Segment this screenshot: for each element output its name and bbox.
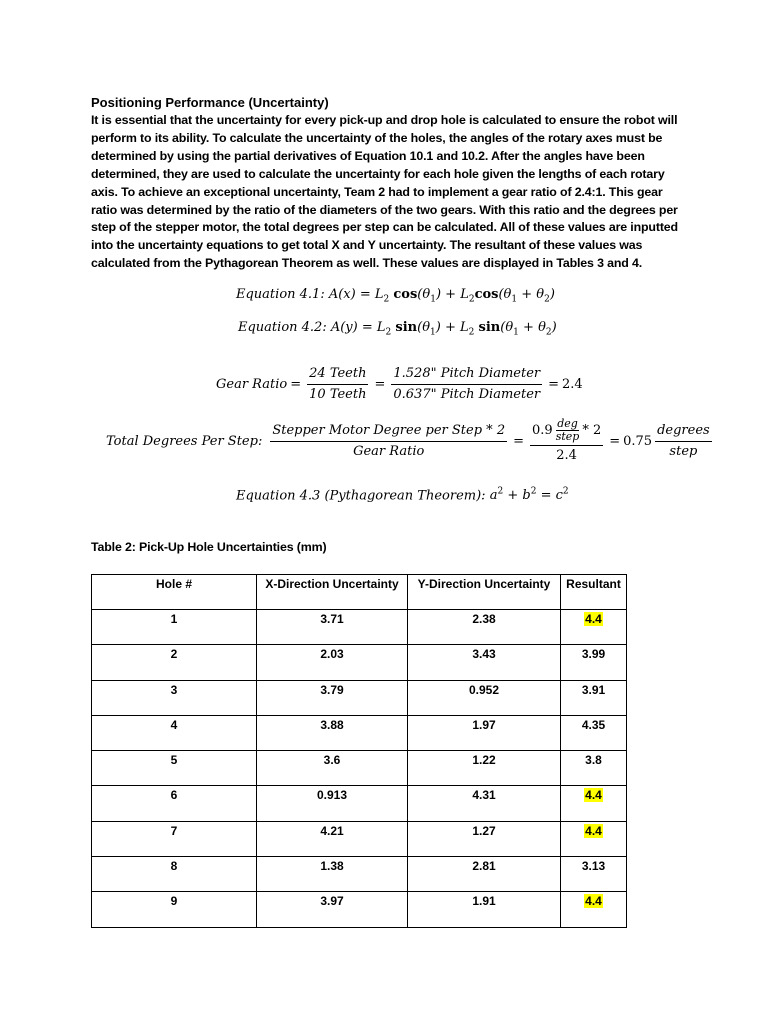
cell-y-uncertainty: 1.27: [408, 821, 561, 856]
deg-label: deg: [557, 417, 578, 430]
cell-hole: 6: [92, 786, 257, 821]
deg-per-step-fraction: [555, 418, 581, 443]
paragraph-line: axis. To achieve an exceptional uncertainty, Team 2 had to implement a gear ratio of 2.4:1. This gear: [91, 184, 663, 199]
resultant-highlight: 4.4: [585, 612, 602, 626]
cell-hole: 7: [92, 821, 257, 856]
gear-teeth-numerator: 24 Teeth: [307, 366, 368, 385]
table-header-row: [92, 575, 627, 610]
resultant-highlight: 4.4: [585, 823, 602, 838]
cell-x-uncertainty: 1.38: [257, 857, 408, 892]
table-row: [92, 645, 627, 680]
cell-y-uncertainty: 4.31: [408, 786, 561, 821]
equation-4-3-label: Equation 4.3: [236, 488, 321, 504]
cell-x-uncertainty: 4.21: [257, 821, 408, 856]
gear-teeth-denominator: 10 Teeth: [309, 387, 367, 402]
cell-hole: 4: [92, 715, 257, 750]
equation-4-2: Equation 4.2: $A(y) = L_2$ $\sin(\theta_1) + L_2$ $\sin(\theta_1 + \theta_2)$: [238, 320, 557, 338]
cell-x-uncertainty: 3.88: [257, 715, 408, 750]
cell-resultant: [561, 610, 627, 645]
uncertainty-table: [91, 574, 627, 928]
cell-y-uncertainty: 1.22: [408, 751, 561, 786]
cell-hole: 1: [92, 610, 257, 645]
gear-teeth-fraction: [307, 366, 368, 403]
pitch-diameter-denominator: 0.637" Pitch Diameter: [393, 387, 541, 402]
cell-resultant: 4.35: [561, 715, 627, 750]
table-row: [92, 786, 627, 821]
paragraph-line: It is essential that the uncertainty for every pick-up and drop hole is calculated to ensure the robot will: [91, 113, 678, 127]
paragraph-line: perform to its ability. To calculate the uncertainty of the holes, the angles of the rotary axes must be: [91, 130, 663, 145]
cell-resultant: 3.91: [561, 680, 627, 715]
paragraph-line: ratio was determined by the ratio of the diameters of the two gears. With this ratio and the degrees per: [91, 202, 678, 217]
cell-x-uncertainty: 3.6: [257, 751, 408, 786]
cell-hole: 3: [92, 680, 257, 715]
table-row: [92, 715, 627, 750]
table-caption: Table 2: Pick-Up Hole Uncertainties (mm): [91, 540, 327, 554]
tdps-unit-bottom: step: [669, 443, 698, 459]
pitch-diameter-fraction: [391, 366, 542, 403]
header-resultant: Resultant: [561, 575, 627, 610]
step-label: step: [555, 430, 580, 443]
equation-4-1-label: Equation 4.1:: [236, 287, 325, 302]
paragraph-line: determined, they are used to calculate the uncertainty for each hole given the lengths of each rotary: [91, 166, 665, 181]
tdps-numeric-denominator: 2.4: [556, 448, 577, 463]
tdps-symbolic-numerator: Stepper Motor Degree per Step * 2: [270, 423, 507, 442]
cell-resultant: 3.99: [561, 645, 627, 680]
cell-x-uncertainty: 3.71: [257, 610, 408, 645]
table-body: [92, 610, 627, 928]
cell-y-uncertainty: 1.97: [408, 715, 561, 750]
equation-4-3: Equation 4.3 (Pythagorean Theorem): $a^2 + b^2 = c^2$: [236, 487, 569, 504]
header-hole: Hole #: [92, 575, 257, 610]
cell-resultant: [561, 892, 627, 927]
cell-resultant: 3.8: [561, 751, 627, 786]
paragraph-line: determined by using the partial derivatives of Equation 10.1 and 10.2. After the angles have been: [91, 148, 645, 163]
table-row: [92, 821, 627, 856]
header-y-uncertainty: Y-Direction Uncertainty: [408, 575, 561, 610]
tdps-label: Total Degrees Per Step:: [106, 433, 263, 449]
equation-4-2-label: Equation 4.2:: [238, 320, 327, 335]
cell-x-uncertainty: 3.97: [257, 892, 408, 927]
tdps-symbolic-fraction: [270, 423, 507, 460]
tdps-result: 0.75: [623, 433, 653, 449]
cell-y-uncertainty: 3.43: [408, 645, 561, 680]
equation-4-3-paren: (Pythagorean Theorem):: [324, 488, 486, 504]
table-row: [92, 857, 627, 892]
tdps-coef: 0.9: [532, 422, 553, 438]
total-degrees-per-step-equation: Total Degrees Per Step: $\frac{\text{Stepper Motor Degree per Step * 2}}{\text{Gear Ratio}}$ = 0.9 $\frac{\text{deg}}{\text{step}}$ * 2 2.4 = 0.75 $\frac{\text{degrees}}{\text{step}}$: [106, 417, 710, 463]
paragraph-line: calculated from the Pythagorean Theorem as well. These values are displayed in Tables 3 and 4.: [91, 256, 643, 271]
gear-ratio-result: 2.4: [562, 377, 583, 392]
cell-resultant: [561, 786, 627, 821]
cell-resultant: [561, 821, 627, 856]
cell-y-uncertainty: 2.38: [408, 610, 561, 645]
tdps-symbolic-denominator: Gear Ratio: [353, 443, 425, 459]
cell-x-uncertainty: 2.03: [257, 645, 408, 680]
pitch-diameter-numerator: 1.528" Pitch Diameter: [391, 366, 542, 385]
gear-ratio-equation: Gear Ratio = $\frac{\text{24 Teeth}}{\text{10 Teeth}}$ = $\frac{\text{1.528" Pitch Diameter}}{\text{0.637" Pitch Diameter}}$ = 2.4: [216, 366, 583, 402]
table-row: [92, 751, 627, 786]
paragraph-line: into the uncertainty equations to get total X and Y uncertainty. The resultant of these values was: [91, 238, 643, 253]
resultant-highlight: 4.4: [585, 894, 602, 909]
cell-y-uncertainty: 2.81: [408, 857, 561, 892]
cell-hole: 2: [92, 645, 257, 680]
tdps-unit-top: degrees: [655, 423, 712, 442]
tdps-numeric-fraction: [530, 418, 603, 464]
cell-x-uncertainty: 0.913: [257, 786, 408, 821]
cell-hole: 9: [92, 892, 257, 927]
section-heading: Positioning Performance (Uncertainty): [91, 95, 329, 110]
cell-hole: 5: [92, 751, 257, 786]
cell-y-uncertainty: 1.91: [408, 892, 561, 927]
gear-ratio-label: Gear Ratio: [216, 377, 288, 392]
cell-hole: 8: [92, 857, 257, 892]
table-row: [92, 680, 627, 715]
paragraph-line: step of the stepper motor, the total degrees per step can be calculated. All of these values are inputted: [91, 220, 678, 235]
tdps-unit-fraction: [655, 423, 712, 460]
resultant-highlight: 4.4: [585, 788, 602, 803]
table-row: [92, 892, 627, 927]
tdps-times-two: * 2: [582, 422, 602, 438]
cell-y-uncertainty: 0.952: [408, 680, 561, 715]
table-row: [92, 610, 627, 645]
header-x-uncertainty: X-Direction Uncertainty: [257, 575, 408, 610]
cell-resultant: 3.13: [561, 857, 627, 892]
body-paragraph: [91, 112, 681, 273]
cell-x-uncertainty: 3.79: [257, 680, 408, 715]
equation-4-1: Equation 4.1: $A(x) = L_2$ $\cos(\theta_1) + L_2\cos(\theta_1 + \theta_2)$: [236, 287, 555, 305]
